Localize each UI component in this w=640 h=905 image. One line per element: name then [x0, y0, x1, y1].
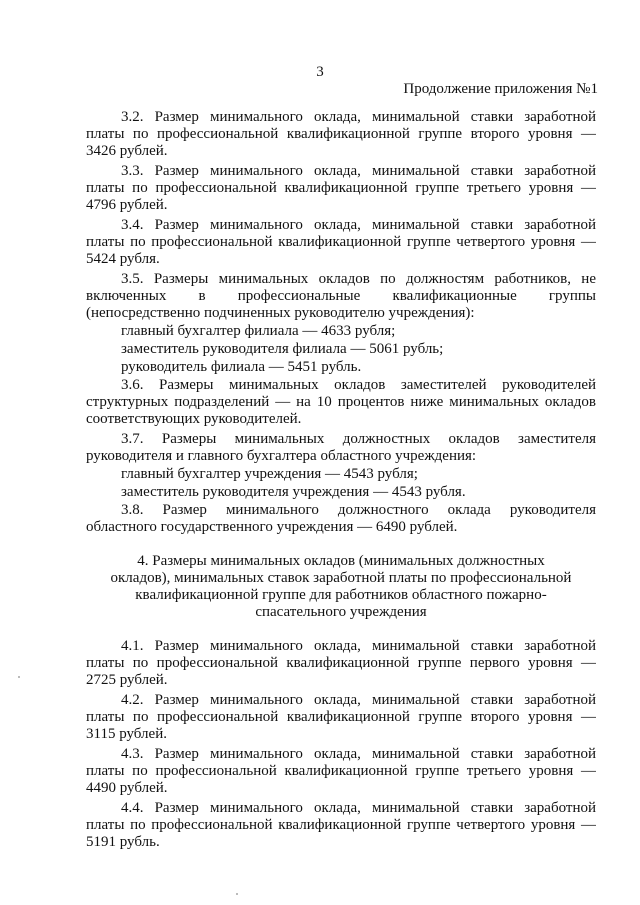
paragraph-line: платы по профессиональной квалификационной группе второго уровня — — [86, 709, 596, 725]
list-item: заместитель руководителя филиала — 5061 рубль; — [121, 341, 444, 357]
paragraph-line: областного государственного учреждения — 6490 рублей. — [86, 519, 458, 535]
list-item: заместитель руководителя учреждения — 4543 рубля. — [121, 484, 466, 500]
paragraph-line: 3426 рублей. — [86, 143, 168, 159]
list-item: главный бухгалтер учреждения — 4543 рубля; — [121, 466, 418, 482]
paragraph-line: (непосредственно подчиненных руководителю учреждения): — [86, 305, 475, 321]
paragraph-line: 4796 рублей. — [86, 197, 168, 213]
paragraph-line: платы по профессиональной квалификационной группе четвертого уровня — — [86, 817, 596, 833]
paragraph-line: руководителя и главного бухгалтера областного учреждения: — [86, 448, 477, 464]
paragraph-line: платы по профессиональной квалификационной группе первого уровня — — [86, 655, 596, 671]
list-item: главный бухгалтер филиала — 4633 рубля; — [121, 323, 396, 339]
section-heading-line: 4. Размеры минимальных окладов (минимальных должностных — [137, 553, 545, 569]
paragraph-line: 4490 рублей. — [86, 780, 168, 796]
paragraph-line: платы по профессиональной квалификационной группе четвертого уровня — — [86, 234, 596, 250]
paragraph-line: включенных в профессиональные квалификационные группы — [86, 288, 596, 304]
list-item: руководитель филиала — 5451 рубль. — [121, 359, 362, 375]
paragraph-line: 5424 рубля. — [86, 251, 160, 267]
paragraph-line: 3.4. Размер минимального оклада, минимальной ставки заработной — [121, 217, 596, 233]
paragraph-line: 3.8. Размер минимального должностного оклада руководителя — [121, 502, 596, 518]
paragraph-line: платы по профессиональной квалификационной группе третьего уровня — — [86, 180, 596, 196]
paragraph-line: 3.2. Размер минимального оклада, минимальной ставки заработной — [121, 109, 596, 125]
paragraph-line: 4.4. Размер минимального оклада, минимальной ставки заработной — [121, 800, 596, 816]
appendix-continuation-header: Продолжение приложения №1 — [403, 81, 598, 97]
paragraph-line: 3.7. Размеры минимальных должностных окладов заместителя — [121, 431, 596, 447]
scan-speck — [236, 893, 238, 895]
paragraph-line: платы по профессиональной квалификационной группе третьего уровня — — [86, 763, 596, 779]
section-heading-line: спасательного учреждения — [255, 604, 427, 620]
paragraph-line: 2725 рублей. — [86, 672, 168, 688]
section-heading-line: квалификационной группе для работников областного пожарно- — [135, 587, 547, 603]
scan-speck — [18, 676, 20, 678]
paragraph-line: структурных подразделений — на 10 процентов ниже минимальных окладов — [86, 394, 596, 410]
paragraph-line: 4.3. Размер минимального оклада, минимальной ставки заработной — [121, 746, 596, 762]
paragraph-line: 3.5. Размеры минимальных окладов по должностям работников, не — [121, 271, 596, 287]
paragraph-line: 3.6. Размеры минимальных окладов заместителей руководителей — [121, 377, 596, 393]
page-number: 3 — [316, 64, 324, 80]
paragraph-line: 4.2. Размер минимального оклада, минимальной ставки заработной — [121, 692, 596, 708]
paragraph-line: 5191 рубль. — [86, 834, 160, 850]
paragraph-line: платы по профессиональной квалификационной группе второго уровня — — [86, 126, 596, 142]
paragraph-line: 4.1. Размер минимального оклада, минимальной ставки заработной — [121, 638, 596, 654]
paragraph-line: соответствующих руководителей. — [86, 411, 302, 427]
paragraph-line: 3.3. Размер минимального оклада, минимальной ставки заработной — [121, 163, 596, 179]
section-heading-line: окладов), минимальных ставок заработной платы по профессиональной — [110, 570, 572, 586]
paragraph-line: 3115 рублей. — [86, 726, 167, 742]
